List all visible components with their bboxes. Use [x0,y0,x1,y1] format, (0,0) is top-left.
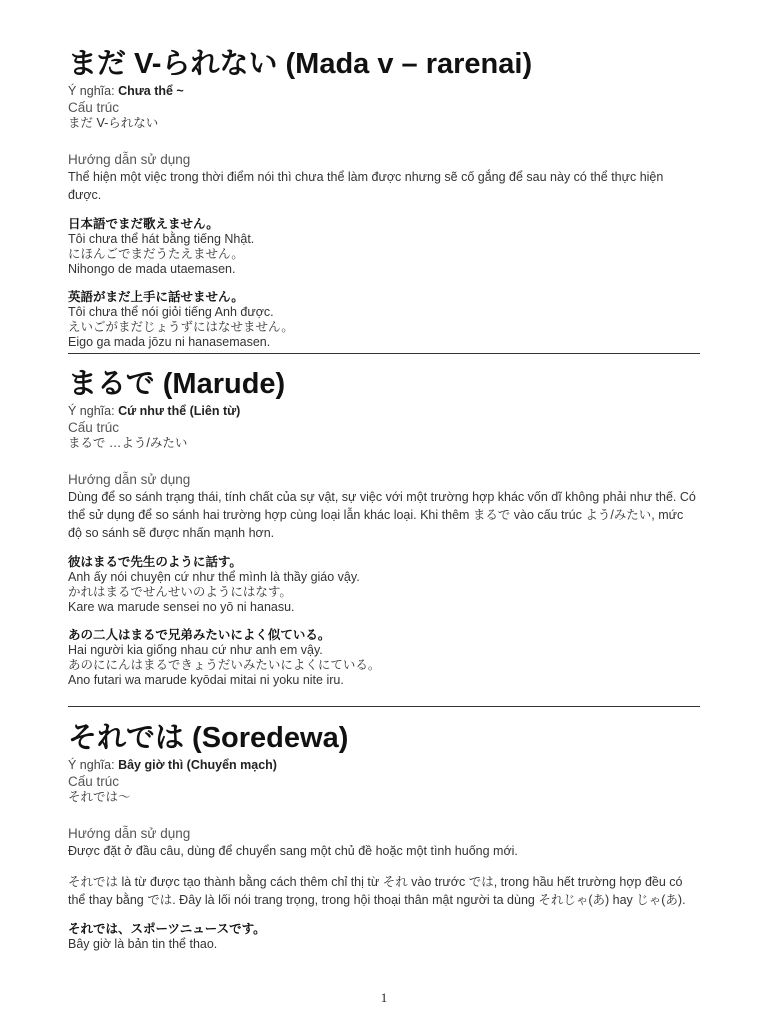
meaning-value: Chưa thể ~ [118,84,184,98]
section-title: それでは (Soredewa) [68,722,349,754]
example-romaji: Kare wa marude sensei no yō ni hanasu. [68,600,295,614]
meaning-line [68,404,700,419]
meaning-line [68,758,700,773]
example-romaji: Ano futari wa marude kyōdai mitai ni yoku nite iru. [68,673,344,687]
example-block [68,555,700,615]
example-japanese: それでは、スポーツニュースです。 [68,922,266,936]
meaning-line [68,84,700,99]
structure-label: Cấu trúc [68,774,120,789]
example-kana: えいごがまだじょうずにはなせません。 [68,320,294,334]
example-japanese: あの二人はまるで兄弟みたいによく似ている。 [68,628,331,642]
grammar-section-mada [68,44,700,350]
example-translation: Anh ấy nói chuyện cứ như thể mình là thầy giáo vậy. [68,570,360,584]
example-romaji: Eigo ga mada jōzu ni hanasemasen. [68,335,271,349]
meaning-label: Ý nghĩa: [68,758,115,772]
example-translation: Bây giờ là bản tin thể thao. [68,937,218,951]
usage-paragraph: Dùng để so sánh trạng thái, tính chất của sự vật, sự việc với một trường hợp khác vốn dĩ không phải như thế. Có thể sử dụng để so sánh hai trường hợp cùng loại lẫn khác loại. Khi thêm まるで vào cấu trúc よう/みたい, mức độ so sánh sẽ được nhấn mạnh hơn. [68,490,696,540]
example-japanese: 彼はまるで先生のように話す。 [68,555,242,569]
usage-label: Hướng dẫn sử dụng [68,472,191,487]
grammar-section-soredewa [68,718,700,952]
meaning-label: Ý nghĩa: [68,84,115,98]
usage-paragraph: それでは là từ được tạo thành bằng cách thêm chỉ thị từ それ vào trước では, trong hầu hết trường hợp đều có thể thay bằng では. Đây là lối nói trang trọng, trong hội thoại thân mật người ta dùng それじゃ(あ) hay じゃ(あ). [68,875,686,907]
structure-pattern: まるで …よう/みたい [68,436,188,450]
usage-paragraph: Được đặt ở đầu câu, dùng để chuyển sang một chủ đề hoặc một tình huống mới. [68,844,518,858]
section-title: まだ V-られない (Mada v – rarenai) [68,48,533,80]
usage-label: Hướng dẫn sử dụng [68,826,191,841]
example-translation: Hai người kia giống nhau cứ như anh em vậy. [68,643,323,657]
meaning-value: Bây giờ thì (Chuyển mạch) [118,758,277,772]
example-translation: Tôi chưa thể hát bằng tiếng Nhật. [68,232,255,246]
meaning-value: Cứ như thể (Liên từ) [118,404,241,418]
structure-label: Cấu trúc [68,100,120,115]
example-block [68,922,700,952]
example-kana: あのににんはまるできょうだいみたいによくにている。 [68,658,381,672]
usage-paragraph: Thể hiện một việc trong thời điểm nói thì chưa thể làm được nhưng sẽ cố gắng để sau này có thể thực hiện được. [68,170,664,202]
usage-label: Hướng dẫn sử dụng [68,152,191,167]
example-block [68,217,700,277]
structure-pattern: それでは～ [68,790,131,804]
example-block [68,628,700,688]
section-divider [68,353,700,354]
structure-label: Cấu trúc [68,420,120,435]
page-number: 1 [380,990,388,1005]
meaning-label: Ý nghĩa: [68,404,115,418]
example-block [68,290,700,350]
grammar-section-marude [68,364,700,688]
example-japanese: 英語がまだ上手に話せません。 [68,290,244,304]
example-translation: Tôi chưa thể nói giỏi tiếng Anh được. [68,305,274,319]
example-japanese: 日本語でまだ歌えません。 [68,217,219,231]
structure-pattern: まだ V-られない [68,116,159,130]
section-title: まるで (Marude) [68,368,286,400]
example-kana: かれはまるでせんせいのようにはなす。 [68,585,292,599]
example-kana: にほんごでまだうたえません。 [68,247,244,261]
example-romaji: Nihongo de mada utaemasen. [68,262,236,276]
section-divider [68,706,700,707]
